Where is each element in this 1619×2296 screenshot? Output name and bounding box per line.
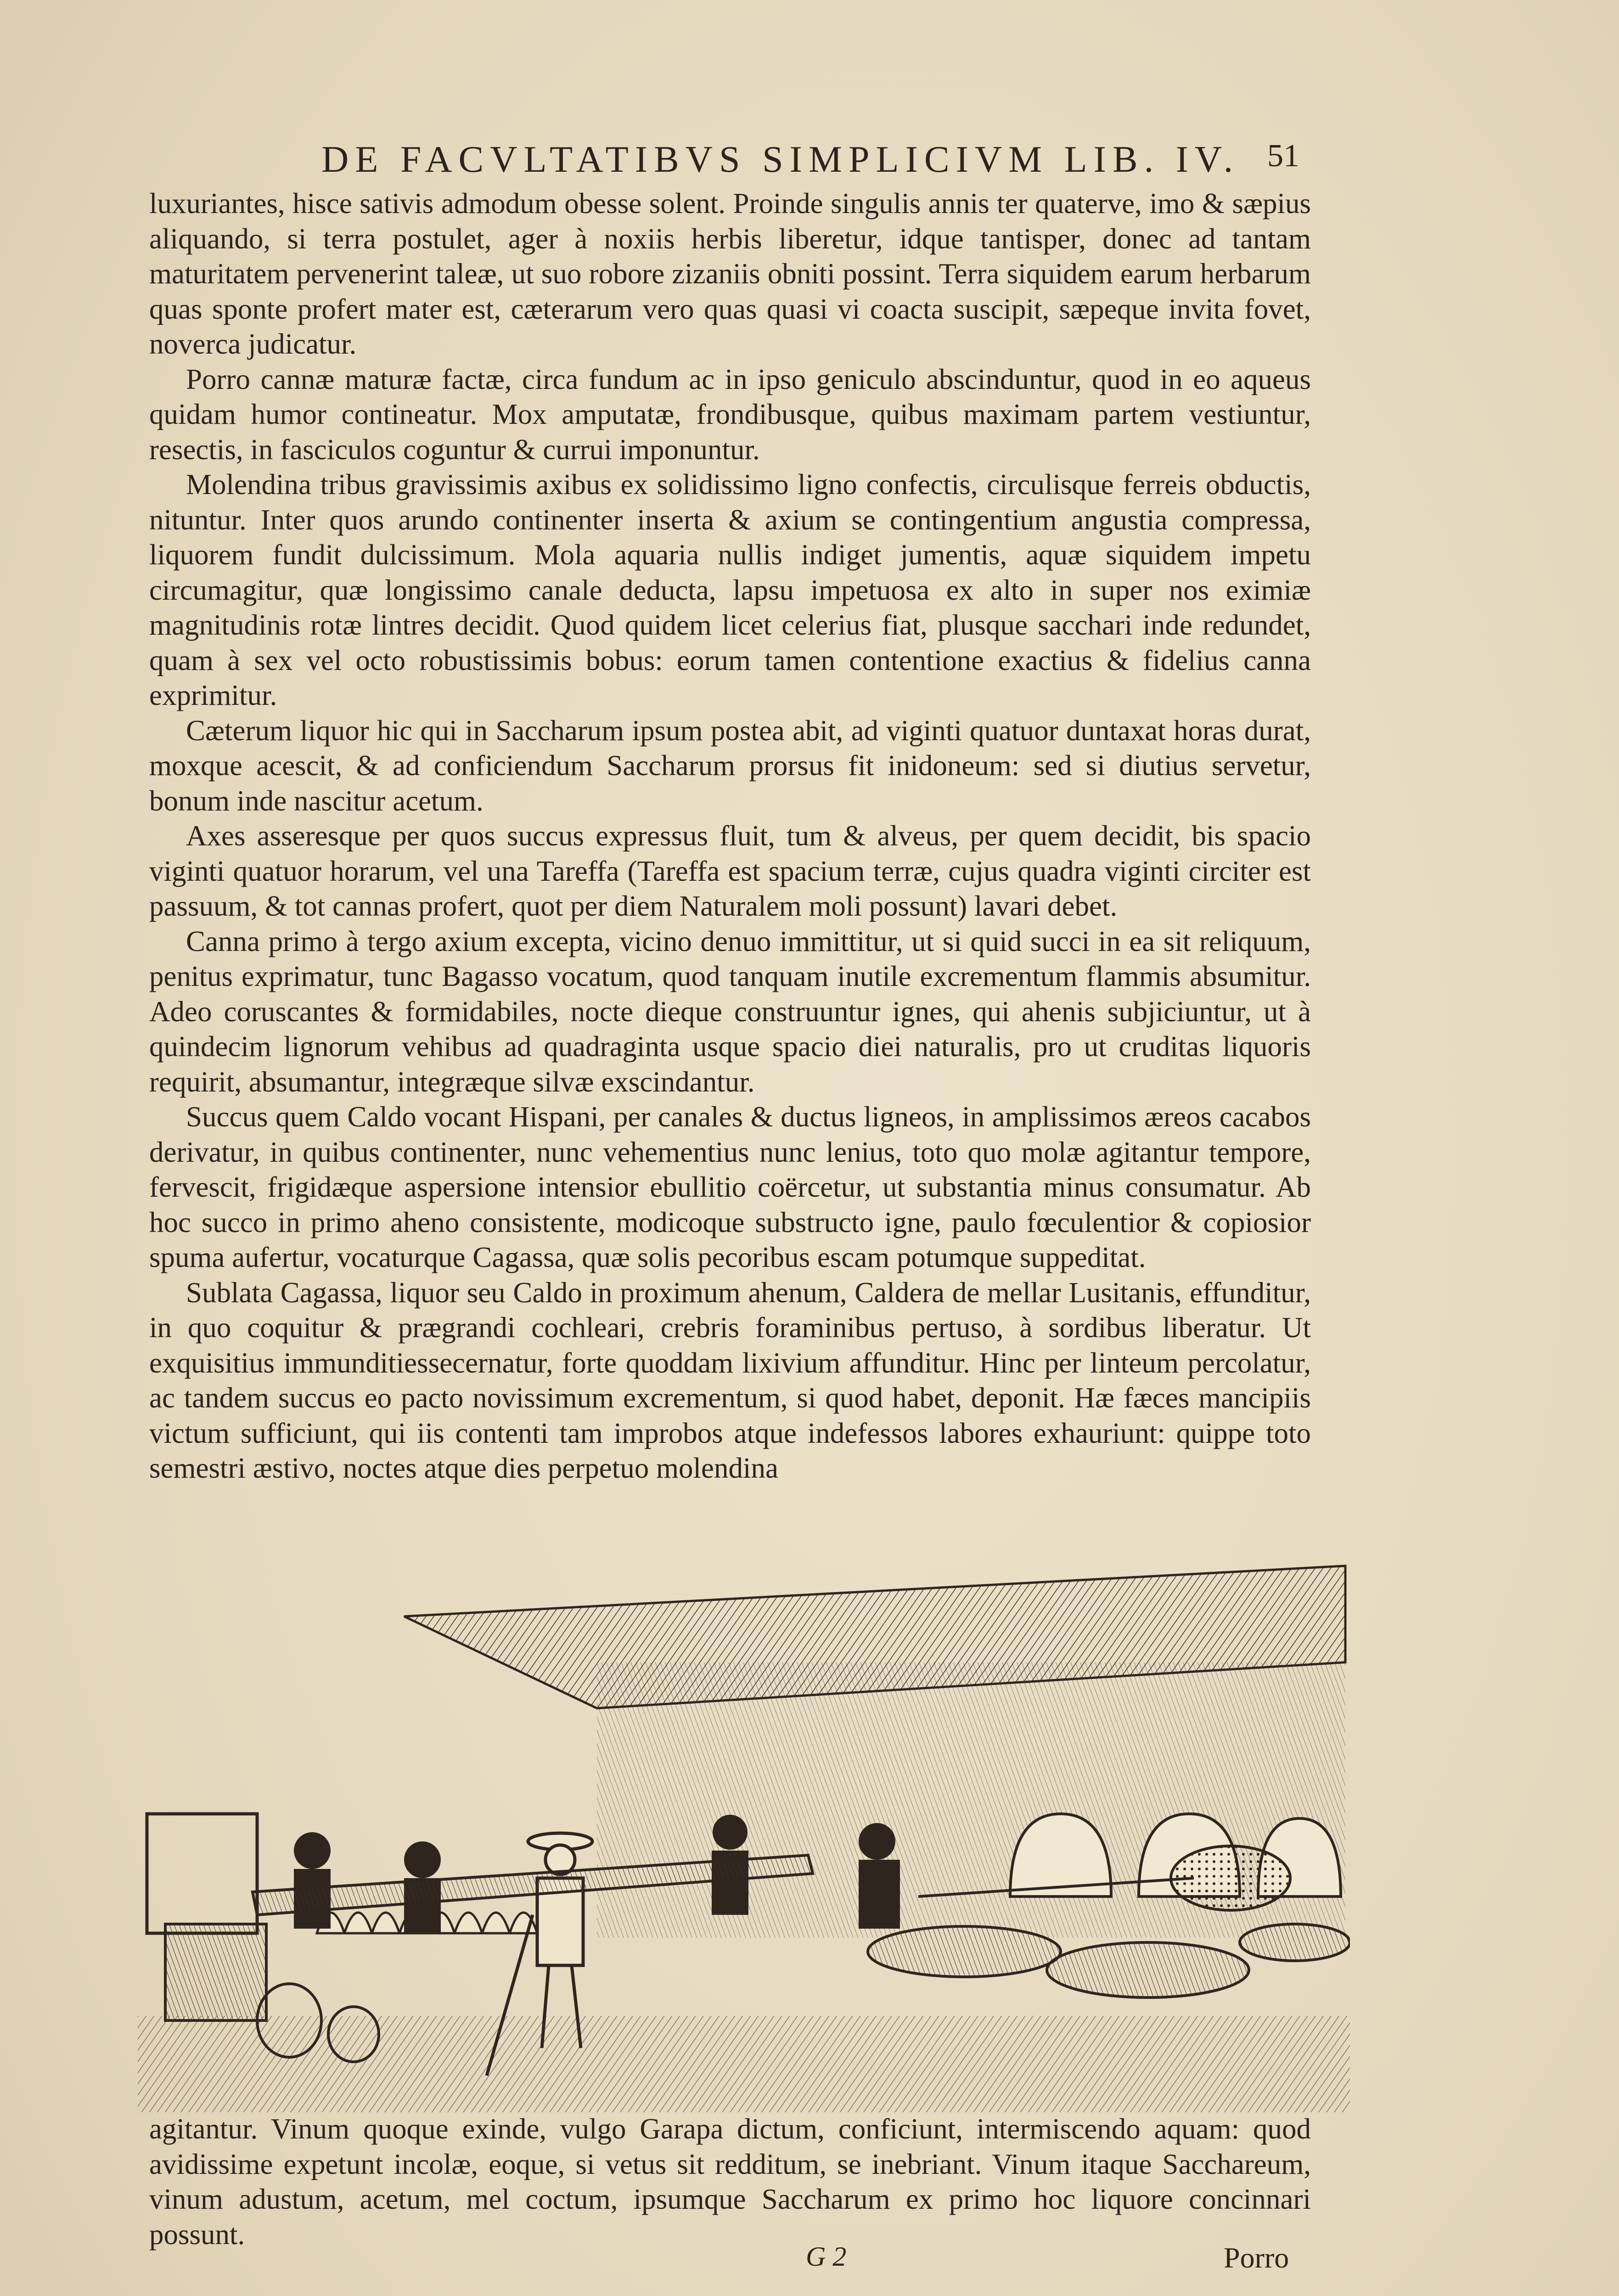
paragraph-6: Canna primo à tergo axium excepta, vicino denuo immittitur, ut si quid succi in ea sit reliquum, penitus exprimatur, tunc Bagasso vocatum, quod tanquam inutile excrementum flammis absumitur. Adeo coruscantes & formidabiles, nocte dieque construuntur ignes, qui ahenis subjiciuntur, ut à quindecim lignorum vehibus ad quadraginta usque spacio diei naturalis, pro ut cruditas liquoris requirit, absumantur, integræque silvæ exscindantur. bbox=[149, 925, 1311, 1098]
catchword: Porro bbox=[1224, 2241, 1289, 2274]
woodcut-illustration bbox=[138, 1557, 1350, 2112]
paragraph-3: Molendina tribus gravissimis axibus ex solidissimo ligno confectis, circulisque ferreis obductis, nituntur. Inter quos arundo continenter inserta & axium se contingentium angustia compressa, liquorem fundit dulcissimum. Mola aquaria nullis indiget jumentis, aquæ siquidem impetu circumagitur, quæ longissimo canale deducta, lapsu impetuosa ex alto in super nos eximiæ magnitudinis rotæ lintres decidit. Quod quidem licet celerius fiat, plusque sacchari inde redundet, quam à sex vel octo robustissimis bobus: eorum tamen contentione exactius & fidelius canna exprimitur. bbox=[149, 468, 1311, 711]
mill-frame bbox=[147, 1814, 257, 1933]
main-text bbox=[149, 186, 1311, 1486]
running-title: DE FACVLTATIBVS SIMPLICIVM LIB. IV. bbox=[321, 138, 1240, 180]
page-number: 51 bbox=[1267, 138, 1299, 174]
paragraph-5: Axes asseresque per quos succus expressus fluit, tum & alveus, per quem decidit, bis spacio viginti quatuor horarum, vel una Tareffa (Tareffa est spacium terræ, cujus quadra viginti circiter est passuum, & tot cannas profert, quot per diem Naturalem moli possunt) lavari debet. bbox=[149, 820, 1311, 922]
closing-paragraph: agitantur. Vinum quoque exinde, vulgo Garapa dictum, conficiunt, intermiscendo aquam: quod avidissime expetunt incolæ, eoque, si vetus sit redditum, se inebriant. Vinum itaque Sacchareum, vinum adustum, acetum, mel coctum, ipsumque Saccharum ex primo hoc liquore concinnari possunt. bbox=[149, 2113, 1311, 2251]
signature-mark: G 2 bbox=[806, 2241, 847, 2272]
sugar-mill-woodcut bbox=[138, 1557, 1350, 2112]
paragraph-2: Porro cannæ maturæ factæ, circa fundum ac in ipso geniculo abscinduntur, quod in eo aqueus quidam humor contineatur. Mox amputatæ, frondibusque, quibus maximam partem vestiuntur, resectis, in fasciculos coguntur & currui imponuntur. bbox=[149, 363, 1311, 466]
text-after-illustration bbox=[149, 2111, 1311, 2252]
paragraph-1: luxuriantes, hisce sativis admodum obesse solent. Proinde singulis annis ter quaterve, imo & sæpius aliquando, si terra postulet, ager à noxiis herbis liberetur, idque tantisper, donec ad tantam maturitatem pervenerint taleæ, ut suo robore zizaniis obniti possint. Terra siquidem earum herbarum quas sponte profert mater est, cæterarum vero quas quasi vi coacta suscipit, sæpeque invita fovet, noverca judicatur. bbox=[149, 187, 1311, 360]
mill-press bbox=[165, 1924, 266, 2020]
paragraph-7: Succus quem Caldo vocant Hispani, per canales & ductus ligneos, in amplissimos æreos cacabos derivatur, in quibus continenter, nunc vehementius nunc lenius, toto quo molæ agitantur tempore, fervescit, frigidæque aspersione intensior ebullitio coërcetur, ut substantia minus consumatur. Ab hoc succo in primo aheno consistente, modicoque substructo igne, paulo fœculentior & copiosior spuma aufertur, vocaturque Cagassa, quæ solis pecoribus escam potumque suppeditat. bbox=[149, 1101, 1311, 1273]
paragraph-4: Cæterum liquor hic qui in Saccharum ipsum postea abit, ad viginti quatuor duntaxat horas durat, moxque acescit, & ad conficiendum Saccharum prorsus fit inidoneum: sed si diutius servetur, bonum inde nascitur acetum. bbox=[149, 714, 1311, 817]
paragraph-8: Sublata Cagassa, liquor seu Caldo in proximum ahenum, Caldera de mellar Lusitanis, effunditur, in quo coquitur & prægrandi cochleari, crebris foraminibus pertuso, à sordibus liberatur. Ut exquisitius immunditiessecernatur, forte quoddam lixivium affunditur. Hinc per linteum percolatur, ac tandem succus eo pacto novissimum excrementum, si quod habet, deponit. Hæ fæces mancipiis victum sufficiunt, qui iis contenti tam improbos atque indefessos labores exhauriunt: quippe toto semestri æstivo, noctes atque dies perpetuo molendina bbox=[149, 1276, 1311, 1484]
